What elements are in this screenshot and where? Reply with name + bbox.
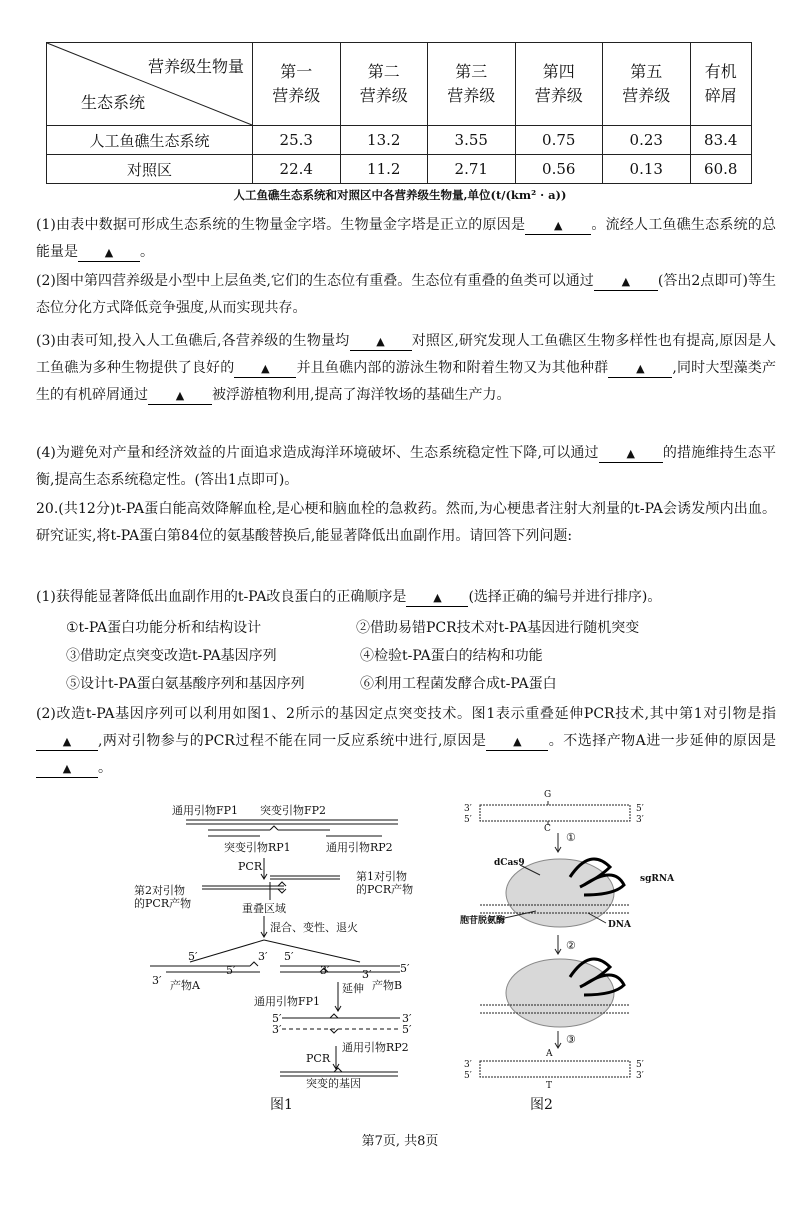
table-cell: 60.8: [690, 155, 752, 184]
table-caption: 人工鱼礁生态系统和对照区中各营养级生物量,单位(t/(km² · a)): [233, 188, 567, 202]
fig1-5prime: 5′: [272, 1012, 282, 1025]
option-2: ②借助易错PCR技术对t-PA基因进行随机突变: [356, 620, 640, 636]
table-cell: 13.2: [340, 126, 428, 155]
answer-blank[interactable]: ▲: [148, 388, 212, 405]
fig1-pcr-label: PCR: [238, 860, 263, 873]
fig1-5prime: 5′: [400, 962, 410, 975]
answer-blank[interactable]: ▲: [36, 761, 98, 778]
col-header: 第三 营养级: [428, 43, 516, 126]
option-1: ①t-PA蛋白功能分析和结构设计: [66, 620, 262, 636]
fig1-pair2-label: 第2对引物: [134, 884, 185, 897]
figure-2-base-editing: [460, 785, 675, 1091]
row-name: 对照区: [47, 155, 253, 184]
fig1-overlap-label: 重叠区域: [242, 902, 286, 915]
question-2: (2)图中第四营养级是小型中上层鱼类,它们的生态位有重叠。生态位有重叠的鱼类可以通过 ▲ (答出2点即可)等生态位分化方式降低竞争强度,从而实现共存。: [36, 273, 776, 316]
fig1-rp2b-label: 通用引物RP2: [342, 1041, 409, 1054]
fig2-5prime: 5′: [464, 815, 472, 825]
corner-bottom-label: 生态系统: [81, 93, 146, 112]
option-3: ③借助定点突变改造t-PA基因序列: [66, 648, 277, 664]
fig2-dcas9-label: dCas9: [494, 858, 525, 868]
fig1-mix-label: 混合、变性、退火: [270, 921, 358, 934]
row-name: 人工鱼礁生态系统: [47, 126, 253, 155]
fig2-3prime: 3′: [636, 815, 644, 825]
table-corner-cell: [47, 43, 253, 126]
answer-blank[interactable]: ▲: [36, 734, 98, 751]
fig2-sgrna-label: sgRNA: [640, 874, 675, 884]
table-row: [47, 126, 752, 155]
answer-blank[interactable]: ▲: [78, 245, 140, 262]
fig2-5prime: 5′: [636, 1060, 644, 1070]
table-cell: 3.55: [428, 126, 516, 155]
table-cell: 0.23: [603, 126, 691, 155]
corner-top-label: 营养级生物量: [147, 57, 244, 76]
fig1-extend-label: 延伸: [342, 982, 364, 995]
fig2-enzyme-label: 胞苷脱氨酶: [460, 916, 506, 926]
question-20-intro: 20.(共12分)t-PA蛋白能高效降解血栓,是心梗和脑血栓的急救药。然而,为心梗患者注射大剂量的t-PA会诱发颅内出血。研究证实,将t-PA蛋白第84位的氨基酸替换后,能显著降低出血副作用。请回答下列问题:: [36, 501, 776, 544]
fig1-fp2-label: 突变引物FP2: [260, 804, 327, 817]
fig1-mutgene-label: 突变的基因: [306, 1077, 361, 1090]
answer-blank[interactable]: ▲: [486, 734, 548, 751]
fig2-step2: ②: [566, 939, 576, 952]
fig2-dna-label: DNA: [608, 920, 632, 930]
table-cell: 0.56: [515, 155, 603, 184]
col-header: 第五 营养级: [603, 43, 691, 126]
figure-1-overlap-pcr: [130, 800, 450, 1105]
col-header: 第四 营养级: [515, 43, 603, 126]
fig1-strands: [150, 820, 403, 1076]
answer-blank[interactable]: ▲: [594, 274, 658, 291]
answer-blank[interactable]: ▲: [599, 446, 663, 463]
fig1-pair1-label: 第1对引物: [356, 870, 407, 883]
fig2-t-label: T: [546, 1081, 553, 1091]
fig1-fp1-label: 通用引物FP1: [172, 804, 239, 817]
option-5: ⑤设计t-PA蛋白氨基酸序列和基因序列: [66, 676, 305, 692]
biomass-table: [46, 42, 752, 184]
question-4: (4)为避免对产量和经济效益的片面追求造成海洋环境破坏、生态系统稳定性下降,可以通过 ▲ 的措施维持生态平衡,提高生态系统稳定性。(答出1点即可)。: [36, 445, 777, 488]
fig2-drawing: [480, 801, 630, 1077]
question-3: (3)由表可知,投入人工鱼礁后,各营养级的生物量均 ▲ 对照区,研究发现人工鱼礁区生物多样性也有提高,原因是人工鱼礁为多种生物提供了良好的 ▲ 并且鱼礁内部的游泳生物和附着生物又为其他种群 ▲ ,同时大型藻类产生的有机碎屑通过 ▲ 被浮游植物利用,提高了海洋牧场的基础生产力。: [36, 333, 777, 403]
fig2-a-label: A: [546, 1049, 553, 1059]
fig1-rp1-label: 突变引物RP1: [224, 841, 291, 854]
fig2-g-label: G: [544, 790, 552, 800]
question-1: (1)由表中数据可形成生态系统的生物量金字塔。生物量金字塔是正立的原因是 ▲ 。流经人工鱼礁生态系统的总能量是 ▲ 。: [36, 217, 776, 260]
table-row: [47, 155, 752, 184]
col-header: 第二 营养级: [340, 43, 428, 126]
fig2-3prime: 3′: [464, 804, 472, 814]
fig1-pair2b-label: 的PCR产物: [134, 897, 192, 910]
table-header-row: [47, 43, 752, 126]
fig1-3prime: 3′: [258, 950, 268, 963]
table-cell: 83.4: [690, 126, 752, 155]
table-cell: 0.13: [603, 155, 691, 184]
fig2-3prime: 3′: [464, 1060, 472, 1070]
answer-blank[interactable]: ▲: [608, 361, 672, 378]
answer-blank[interactable]: ▲: [234, 361, 296, 378]
fig1-3prime: 3′: [272, 1023, 282, 1036]
col-header: 第一 营养级: [253, 43, 341, 126]
fig1-product-b: 产物B: [372, 979, 403, 992]
fig2-5prime: 5′: [636, 804, 644, 814]
fig1-product-a: 产物A: [170, 979, 200, 992]
fig1-3prime: 3′: [152, 974, 162, 987]
fig1-3prime: 3′: [402, 1012, 412, 1025]
table-cell: 2.71: [428, 155, 516, 184]
figure-2-label: 图2: [530, 1097, 553, 1113]
table-cell: 25.3: [253, 126, 341, 155]
fig1-pair1b-label: 的PCR产物: [356, 883, 414, 896]
figure-1-label: 图1: [270, 1097, 293, 1113]
fig2-5prime: 5′: [464, 1071, 472, 1081]
fig2-step3: ③: [566, 1033, 576, 1046]
page-footer: 第7页, 共8页: [361, 1134, 439, 1149]
table-cell: 0.75: [515, 126, 603, 155]
fig1-rp2-label: 通用引物RP2: [326, 841, 393, 854]
answer-blank[interactable]: ▲: [406, 590, 468, 607]
question-20-1: (1)获得能显著降低出血副作用的t-PA改良蛋白的正确顺序是 ▲ (选择正确的编号并进行排序)。: [36, 589, 662, 605]
fig1-5prime: 5′: [188, 950, 198, 963]
table-cell: 22.4: [253, 155, 341, 184]
fig1-3prime: 3′: [362, 968, 372, 981]
fig2-step1: ①: [566, 831, 576, 844]
fig1-5prime: 5′: [226, 964, 236, 977]
fig2-3prime: 3′: [636, 1071, 644, 1081]
fig1-fp1b-label: 通用引物FP1: [254, 995, 321, 1008]
col-header: 有机 碎屑: [690, 43, 752, 126]
question-20-2: (2)改造t-PA基因序列可以利用如图1、2所示的基因定点突变技术。图1表示重叠延伸PCR技术,其中第1对引物是指▲ ,两对引物参与的PCR过程不能在同一反应系统中进行,原因是 ▲ 。不选择产物A进一步延伸的原因是▲ 。: [36, 706, 776, 776]
fig1-3prime: 3′: [320, 964, 330, 977]
fig1-5prime: 5′: [402, 1023, 412, 1036]
option-6: ⑥利用工程菌发酵合成t-PA蛋白: [360, 676, 557, 692]
option-4: ④检验t-PA蛋白的结构和功能: [360, 648, 543, 664]
answer-blank[interactable]: ▲: [525, 218, 591, 235]
table-cell: 11.2: [340, 155, 428, 184]
fig1-5prime: 5′: [284, 950, 294, 963]
fig1-pcr2-label: PCR: [306, 1052, 331, 1065]
fig2-c-label: C: [544, 824, 551, 834]
answer-blank[interactable]: ▲: [350, 334, 412, 351]
